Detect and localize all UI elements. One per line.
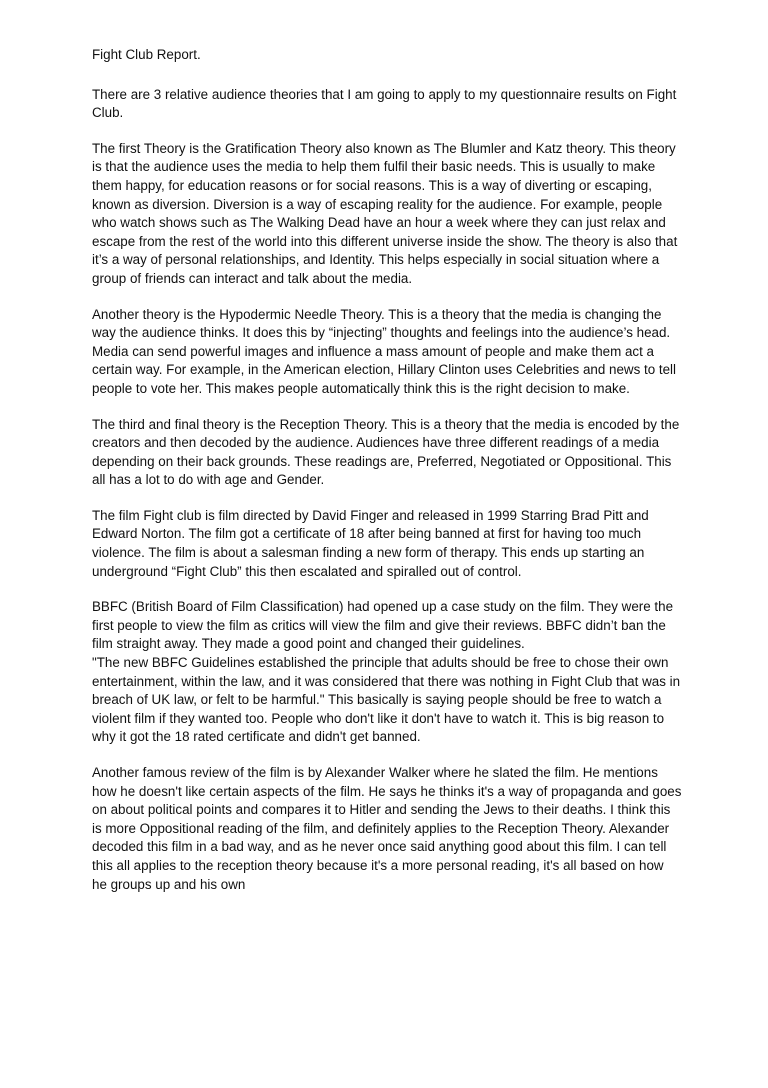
paragraph-intro: There are 3 relative audience theories that I am going to apply to my questionnaire results on Fight Club. [92, 86, 677, 121]
paragraph-bbfc: BBFC (British Board of Film Classification) had opened up a case study on the film. They were the first people to view the film as critics will view the film and give their reviews. BBFC didn’t ban the film straight away. They made a good point and changed their guidelines. "The new BBFC Guidelines established the principle that adults should be free to chose their own entertainment, within the law, and it was considered that there was nothing in Fight Club that was in breach of UK law, or felt to be harmful." This basically is saying people should be free to watch a violent film if they wanted too. People who don't like it don't have to watch it. This is big reason to why it got the 18 rated certificate and didn't get banned. [92, 599, 681, 745]
document-title: Fight Club Report. [92, 47, 201, 62]
paragraph-reception-theory: The third and final theory is the Reception Theory. This is a theory that the media is encoded by the creators and then decoded by the audience. Audiences have three different readings of a media depending on their back grounds. These readings are, Preferred, Negotiated or Oppositional. This all has a lot to do with age and Gender. [92, 416, 680, 488]
paragraph-gratification-theory: The first Theory is the Gratification Theory also known as The Blumler and Katz theory. This theory is that the audience uses the media to help them fulfil their basic needs. This is usually to make them happy, for education reasons or for social reasons. This is a way of diverting or escaping, known as diversion. Diversion is a way of escaping reality for the audience. For example, people who watch shows such as The Walking Dead have an hour a week where they can just relax and escape from the rest of the world into this different universe inside the show. The theory is also that it’s a way of personal relationships, and Identity. This helps especially in social situation where a group of friends can interact and talk about the media. [92, 140, 678, 286]
paragraph-film-summary: The film Fight club is film directed by David Finger and released in 1999 Starring Brad Pitt and Edward Norton. The film got a certificate of 18 after being banned at first for having too much violence. The film is about a salesman finding a new form of therapy. This ends up starting an underground “Fight Club” this then escalated and spiralled out of control. [92, 507, 649, 579]
document-page [92, 46, 682, 911]
paragraph-alexander-walker-review: Another famous review of the film is by Alexander Walker where he slated the film. He mentions how he doesn't like certain aspects of the film. He says he thinks it's a way of propaganda and goes on about political points and compares it to Hitler and sending the Jews to their deaths. I think this is more Oppositional reading of the film, and definitely applies to the Reception Theory. Alexander decoded this film in a bad way, and as he never once said anything good about this film. I can tell this all applies to the reception theory because it's a more personal reading, it's all based on how he groups up and his own [92, 765, 682, 892]
paragraph-hypodermic-needle-theory: Another theory is the Hypodermic Needle Theory. This is a theory that the media is changing the way the audience thinks. It does this by “injecting” thoughts and feelings into the audience’s head. Media can send powerful images and influence a mass amount of people and make them act a certain way. For example, in the American election, Hillary Clinton uses Celebrities and news to tell people to vote her. This makes people automatically think this is the right decision to make. [92, 306, 676, 396]
